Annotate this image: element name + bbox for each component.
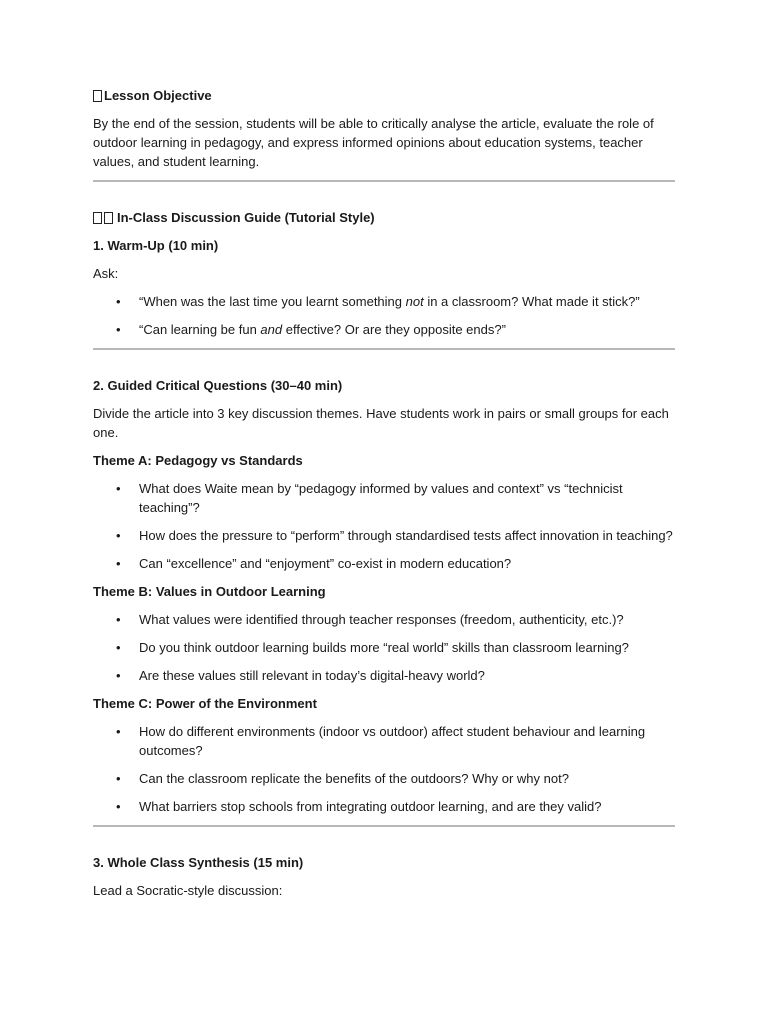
bullet-icon: • [116,668,121,683]
list-item [93,554,675,573]
guided-intro: Divide the article into 3 key discussion themes. Have students work in pairs or small groups for each one. [93,406,669,440]
list-item-text: Are these values still relevant in today’s digital-heavy world? [139,668,485,683]
list-item-text: What barriers stop schools from integrating outdoor learning, and are they valid? [139,799,602,814]
list-item-text: How do different environments (indoor vs outdoor) affect student behaviour and learning outcomes? [139,724,646,758]
theme-b-heading: Theme B: Values in Outdoor Learning [93,584,326,599]
section-divider [93,825,675,827]
warmup-heading: 1. Warm-Up (10 min) [93,238,219,253]
list-item-emphasis: not [405,294,424,309]
objective-title: Lesson Objective [104,88,212,103]
list-item [93,638,675,657]
bullet-icon: • [116,294,121,309]
section-divider [93,348,675,350]
bullet-icon: • [116,640,121,655]
bullet-icon: • [116,481,121,496]
bullet-icon: • [116,799,121,814]
list-item [93,722,675,760]
bullet-icon: • [116,556,121,571]
unknown-glyph-icon [104,212,113,224]
list-item [93,769,675,788]
theme-c-list [93,722,675,816]
synthesis-heading: 3. Whole Class Synthesis (15 min) [93,855,304,870]
synthesis-intro: Lead a Socratic-style discussion: [93,883,283,898]
list-item [93,479,675,517]
document-page [93,86,675,909]
list-item-text: Can “excellence” and “enjoyment” co-exist in modern education? [139,556,512,571]
bullet-icon: • [116,528,121,543]
list-item-text: in a classroom? What made it stick?” [423,294,640,309]
list-item-text: What values were identified through teacher responses (freedom, authenticity, etc.)? [139,612,624,627]
list-item [93,526,675,545]
objective-text: By the end of the session, students will be able to critically analyse the article, evaluate the role of outdoor learning in pedagogy, and express informed opinions about education systems, teacher values, and student learning. [93,116,654,169]
theme-a-heading: Theme A: Pedagogy vs Standards [93,453,303,468]
guide-title: In-Class Discussion Guide (Tutorial Style) [117,210,375,225]
bullet-icon: • [116,322,121,337]
section-divider [93,180,675,182]
list-item [93,610,675,629]
warmup-list [93,292,675,339]
list-item-emphasis: and [260,322,283,337]
guide-heading [93,208,675,227]
list-item-text: “Can learning be fun [139,322,261,337]
guided-heading: 2. Guided Critical Questions (30–40 min) [93,378,343,393]
unknown-glyph-icon [93,90,102,102]
bullet-icon: • [116,612,121,627]
list-item-text: Do you think outdoor learning builds more “real world” skills than classroom learning? [139,640,629,655]
bullet-icon: • [116,724,121,739]
list-item-text: What does Waite mean by “pedagogy informed by values and context” vs “technicist teaching”? [139,481,623,515]
warmup-intro: Ask: [93,266,119,281]
objective-heading [93,86,675,105]
list-item-text: How does the pressure to “perform” through standardised tests affect innovation in teaching? [139,528,673,543]
theme-c-heading: Theme C: Power of the Environment [93,696,317,711]
list-item [93,797,675,816]
list-item [93,666,675,685]
theme-a-list [93,479,675,573]
unknown-glyph-icon [93,212,102,224]
list-item-text: effective? Or are they opposite ends?” [282,322,506,337]
list-item [93,292,675,311]
list-item-text: “When was the last time you learnt something [139,294,406,309]
list-item [93,320,675,339]
list-item-text: Can the classroom replicate the benefits of the outdoors? Why or why not? [139,771,569,786]
bullet-icon: • [116,771,121,786]
theme-b-list [93,610,675,685]
